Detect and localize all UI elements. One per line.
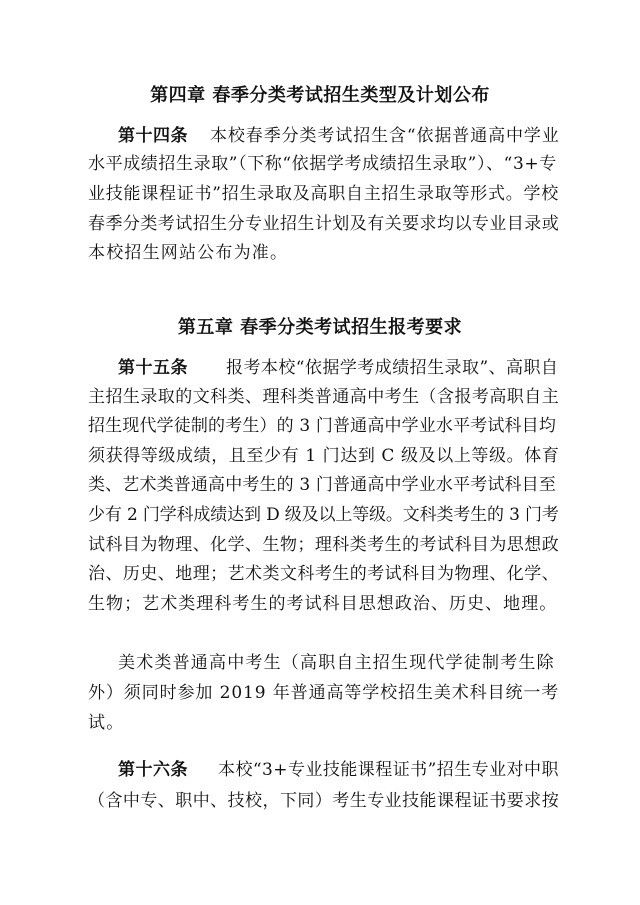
article-15-line: 试科目为物理、化学、生物；理科类考生的考试科目为思想政 [88, 535, 560, 555]
article-15-line: 少有 2 门学科成绩达到 D 级及以上等级。文科类考生的 3 门考 [88, 505, 559, 525]
article-15-line: 生物；艺术类理科考生的考试科目思想政治、历史、地理。 [88, 594, 558, 614]
article-14-label: 第十四条 [118, 126, 188, 146]
article-14-text: 本校春季分类考试招生含“依据普通高中学业 [210, 126, 560, 146]
chapter-5-heading: 第五章 春季分类考试招生报考要求 [177, 317, 463, 338]
chapter-4-heading: 第四章 春季分类考试招生类型及计划公布 [150, 85, 490, 106]
article-15-line: 治、历史、地理；艺术类文科考生的考试科目为物理、化学、 [88, 564, 560, 584]
article-15-para2-line: 试。 [88, 713, 125, 733]
article-15-line: 须获得等级成绩，且至少有 1 门达到 C 级及以上等级。体育 [88, 446, 560, 466]
article-15-first-line [118, 356, 558, 380]
article-15-para2-line: 美术类普通高中考生（高职自主招生现代学徒制考生除 [118, 653, 555, 673]
article-15-line: 类、艺术类普通高中考生的 3 门普通高中学业水平考试科目至 [88, 475, 556, 495]
article-14-line: 业技能课程证书”招生录取及高职自主招生录取等形式。学校 [88, 184, 559, 204]
article-15-text: 报考本校“依据学考成绩招生录取”、高职自 [226, 358, 559, 378]
article-14-first-line [118, 124, 560, 148]
article-15-para2-line: 外）须同时参加 2019 年普通高等学校招生美术科目统一考 [88, 683, 560, 703]
article-14-line: 春季分类考试招生分专业招生计划及有关要求均以专业目录或 [88, 214, 560, 234]
article-16-first-line [118, 758, 559, 782]
article-14-line: 本校招生网站公布为准。 [88, 243, 289, 263]
article-14-line: 水平成绩招生录取”（下称“依据学考成绩招生录取”）、“3+专 [88, 154, 557, 174]
article-15-line: 招生现代学徒制的考生）的 3 门普通高中学业水平考试科目均 [88, 416, 556, 436]
article-16-text: 本校“3+专业技能课程证书”招生专业对中职 [218, 760, 559, 780]
article-15-line: 主招生录取的文科类、理科类普通高中考生（含报考高职自主 [88, 387, 560, 407]
article-16-label: 第十六条 [118, 760, 188, 780]
article-15-label: 第十五条 [118, 358, 188, 378]
article-16-line: （含中专、职中、技校，下同）考生专业技能课程证书要求按 [88, 791, 560, 811]
